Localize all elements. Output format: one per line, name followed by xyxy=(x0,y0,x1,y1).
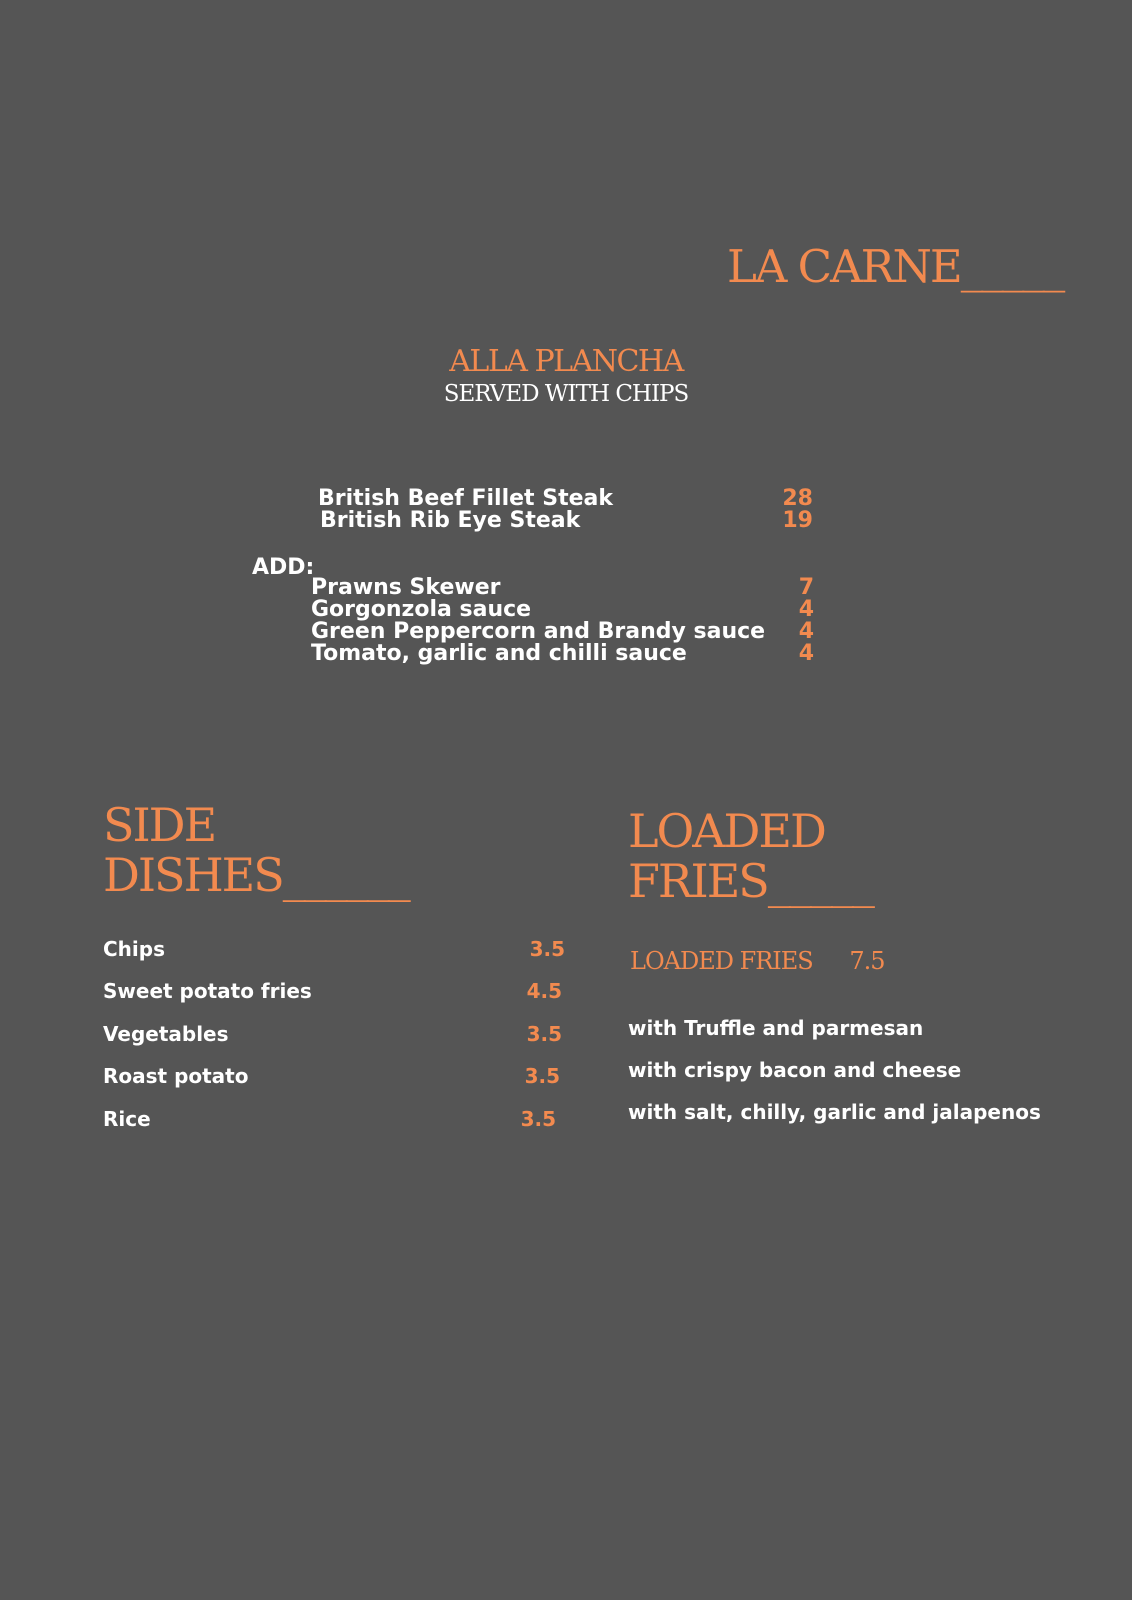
loaded-fries-item: with crispy bacon and cheese xyxy=(628,1058,962,1082)
extra-item-price: 4 xyxy=(798,597,814,622)
side-item-price: 4.5 xyxy=(526,979,562,1003)
loaded-fries-item: with salt, chilly, garlic and jalapenos xyxy=(628,1100,1041,1124)
add-label: ADD: xyxy=(252,555,315,580)
extra-item-name: Green Peppercorn and Brandy sauce xyxy=(311,619,766,644)
loaded-fries-item: with Truffle and parmesan xyxy=(628,1016,924,1040)
side-item-price: 3.5 xyxy=(524,1064,560,1088)
loaded-fries-title-line2: FRIES xyxy=(628,854,768,908)
side-item-name: Roast potato xyxy=(103,1064,249,1088)
extra-item-name: Prawns Skewer xyxy=(311,575,501,600)
side-item-price: 3.5 xyxy=(526,1022,562,1046)
side-item-name: Vegetables xyxy=(103,1022,229,1046)
menu-title xyxy=(727,240,1063,293)
loaded-fries-heading-text: LOADED FRIES xyxy=(630,947,813,975)
side-dishes-title-line2: DISHES xyxy=(103,848,283,902)
side-item-name: Chips xyxy=(103,937,165,961)
side-item-price: 3.5 xyxy=(529,937,565,961)
loaded-fries-title xyxy=(628,806,873,906)
loaded-fries-heading xyxy=(630,947,885,975)
side-dishes-title-line1: SIDE xyxy=(103,798,216,852)
plancha-subtitle: SERVED WITH CHIPS xyxy=(443,381,689,407)
menu-title-text: LA CARNE xyxy=(727,240,961,293)
side-dishes-title-rule: ______ xyxy=(282,848,409,902)
extra-item-price: 4 xyxy=(798,619,814,644)
loaded-fries-title-line1: LOADED xyxy=(628,804,825,858)
side-dishes-title xyxy=(103,800,409,900)
side-item-name: Rice xyxy=(103,1107,151,1131)
steak-item-name: British Beef Fillet Steak xyxy=(318,486,613,511)
loaded-fries-heading-price: 7.5 xyxy=(849,947,885,975)
extra-item-name: Tomato, garlic and chilli sauce xyxy=(311,641,687,666)
steak-item-name: British Rib Eye Steak xyxy=(320,508,581,533)
plancha-title: ALLA PLANCHA xyxy=(449,344,683,379)
extra-item-price: 4 xyxy=(798,641,814,666)
steak-item-price: 19 xyxy=(782,508,813,533)
side-item-price: 3.5 xyxy=(520,1107,556,1131)
steak-item-price: 28 xyxy=(782,486,813,511)
side-item-name: Sweet potato fries xyxy=(103,979,312,1003)
loaded-fries-title-rule: _____ xyxy=(767,854,873,908)
extra-item-name: Gorgonzola sauce xyxy=(311,597,532,622)
menu-title-line: _____ xyxy=(960,240,1064,293)
extra-item-price: 7 xyxy=(798,575,814,600)
